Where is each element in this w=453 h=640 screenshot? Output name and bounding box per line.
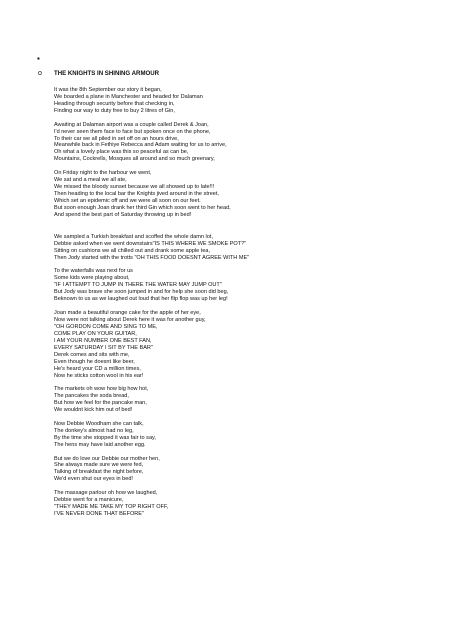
stanza <box>54 122 434 164</box>
poem-line: We missed the bloody sunset because we all showed up to late!!! <box>54 184 215 191</box>
poem-line: And spend the best part of Saturday throwing up in bed! <box>54 211 192 218</box>
poem-line: Debbie asked when we went downstairs"IS THIS WHERE WE SMOKE POT?" <box>54 240 247 247</box>
poem-line: Sitting on cushions we all chilled out and drank some apple tea, <box>54 247 211 254</box>
stanza <box>54 421 434 449</box>
poem-line: Meanwhile back in Fethiye Rebecca and Adam waiting for us to arrive, <box>54 142 227 149</box>
poem-line: To their car we all piled in set off on an hours drive, <box>54 135 179 142</box>
poem-line: I AM YOUR NUMBER ONE BEST FAN, <box>54 337 152 344</box>
square-bullet-icon: ▪ <box>37 54 40 63</box>
poem-line: Finding our way to duty free to buy 2 litres of Gin, <box>54 107 175 114</box>
poem-line: COME PLAY ON YOUR GUITAR, <box>54 330 137 337</box>
poem-line: We wouldnt kick him out of bed! <box>54 407 133 414</box>
poem-line: The donkey's almost had no leg, <box>54 427 134 434</box>
poem-line: We sat and a meal we all ate, <box>54 177 127 184</box>
poem-line: It was the 8th September our story it began, <box>54 87 162 93</box>
stanza <box>54 310 434 380</box>
stanza <box>54 456 434 484</box>
poem-line: Talking of breakfast the night before, <box>54 469 144 476</box>
poem-line: Beknown to us as we laughed out loud that her flip flop was up her leg! <box>54 296 228 303</box>
poem-line: She always made sure we were fed, <box>54 462 144 469</box>
poem-body <box>54 87 434 525</box>
poem-line: Which set an epidemic off and we were all soon on our feet. <box>54 197 201 204</box>
poem-line: I'd never seen them face to face but spoken once on the phone, <box>54 128 211 135</box>
poem-line: But how we feel for the pancake man, <box>54 400 147 407</box>
poem-line: Now he sticks cotton wool in his ear! <box>54 372 144 379</box>
stanza <box>54 234 434 262</box>
poem-line: Awaiting at Dalaman airport was a couple called Derek & Joan, <box>54 121 209 128</box>
poem-line: "IF I ATTEMPT TO JUMP IN THERE THE WATER MAY JUMP OUT" <box>54 282 222 289</box>
poem-line: Heading through security before that checking in, <box>54 100 175 107</box>
poem-line: Now Debbie Woodham she can talk, <box>54 420 144 427</box>
poem-line: Mountains, Cockrells, Mosques all around and so much greenary, <box>54 156 215 163</box>
poem-line: Even though he doesnt like beer, <box>54 358 135 365</box>
poem-line: "THEY MADE ME TAKE MY TOP RIGHT OFF, <box>54 504 169 511</box>
poem-line: I'VE NEVER DONE THAT BEFORE" <box>54 510 144 517</box>
poem-line: The markets oh wow how big how hot, <box>54 386 149 393</box>
poem-line: We'd even shut our eyes in bed! <box>54 476 133 483</box>
poem-line: Derek comes and sits with me, <box>54 351 130 358</box>
poem-line: We sampled a Turkish breakfast and scoffed the whole damn lot, <box>54 233 213 240</box>
poem-line: Some kids were playing about, <box>54 275 130 282</box>
stanza <box>54 268 434 303</box>
circle-bullet-icon: o <box>38 70 42 77</box>
poem-line: The pancakes the soda bread, <box>54 393 129 400</box>
stanza <box>54 170 434 219</box>
poem-line: "OH GORDON COME AND SING TO ME, <box>54 323 158 330</box>
poem-line: But Jody was brave she soon jumped in and for help she soon did beg, <box>54 289 229 296</box>
poem-line: Joan made a beautiful orange cake for the apple of her eye, <box>54 309 201 316</box>
poem-line: He's heard your CD a million times, <box>54 365 141 372</box>
poem-line: Oh what a lovely place was this so peaceful as can be, <box>54 149 189 156</box>
poem-line: But we do love our Debbie our mother hen, <box>54 455 160 462</box>
stanza <box>54 490 434 518</box>
poem-line: But soon enough Joan drank her third Gin which soon went to her head, <box>54 204 231 211</box>
poem-title: THE KNIGHTS IN SHINING ARMOUR <box>54 70 160 77</box>
poem-line: By the time she stopped it was fair to say, <box>54 434 156 441</box>
poem-line: The hens may have laid another egg. <box>54 441 146 448</box>
poem-line: We boarded a plane in Manchester and headed for Dalaman <box>54 93 203 100</box>
poem-line: Now were not talking about Derek here it was for another guy, <box>54 316 206 323</box>
poem-line: EVERY SATURDAY I SIT BY THE BAR" <box>54 344 153 351</box>
poem-line: Debbie went for a manicure, <box>54 497 124 504</box>
poem-line: Then heading to the local bar the Knights jived around in the street, <box>54 190 219 197</box>
stanza <box>54 386 434 414</box>
stanza <box>54 87 434 115</box>
poem-line: To the waterfalls was next for us <box>54 268 133 275</box>
poem-line: On Friday night to the harbour we went, <box>54 170 152 177</box>
poem-line: Then Jody started with the trotts "OH THIS FOOD DOESNT AGREE WITH ME" <box>54 254 250 261</box>
poem-line: The massage parlour oh how we laughed, <box>54 490 158 497</box>
